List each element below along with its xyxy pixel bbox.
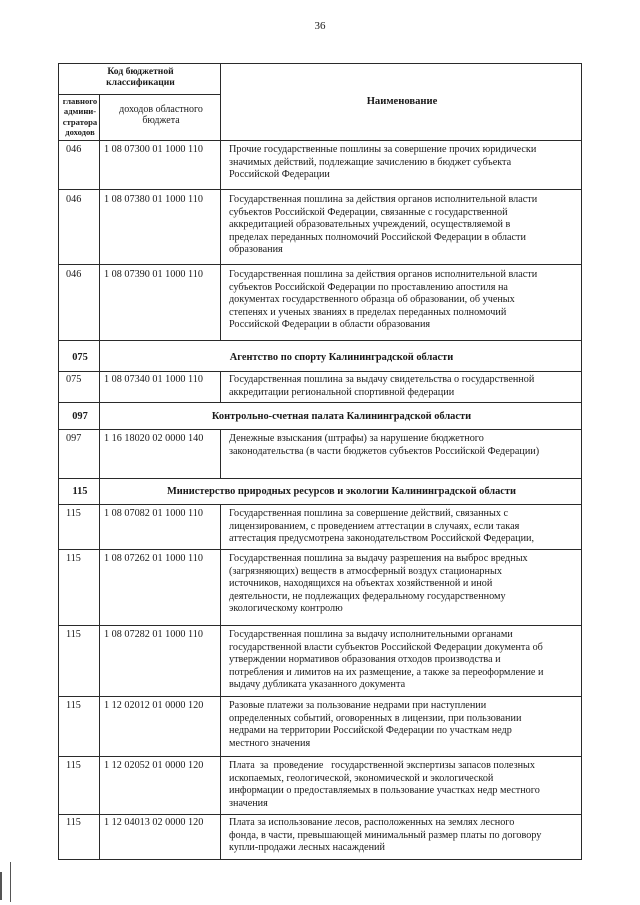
row-name: Плата за использование лесов, расположенных на землях лесного фонда, в части, превышающей минимальный размер платы по договору купли-продажи лесных насаждений	[229, 817, 542, 854]
section-admin-code: 097	[72, 411, 88, 422]
row-admin-code: 046	[66, 269, 82, 280]
row-name: Денежные взыскания (штрафы) за нарушение бюджетного законодательства (в части бюджетов субъектов Российской Федерации)	[229, 433, 540, 457]
scan-edge-mark	[0, 872, 2, 900]
row-income-code: 1 08 07390 01 1000 110	[104, 269, 203, 280]
row-name: Плата за проведение государственной экспертизы запасов полезных ископаемых, геологической, экономической и экологической информации о предоставляемых в пользование участках недр местного значения	[229, 760, 540, 809]
row-name: Разовые платежи за пользование недрами при наступлении определенных событий, оговоренных в лицензии, при пользовании недрами на территории Российской Федерации по участкам недр местного значения	[229, 700, 522, 749]
header-group-label: Код бюджетной классификации	[106, 66, 175, 88]
row-admin-code: 046	[66, 194, 82, 205]
row-income-code: 1 12 02052 01 0000 120	[104, 760, 204, 771]
row-admin-code: 115	[66, 817, 81, 828]
row-admin-code: 046	[66, 144, 82, 155]
section-title: Агентство по спорту Калининградской области	[229, 352, 454, 363]
row-admin-code: 115	[66, 760, 81, 771]
scan-edge-mark	[10, 862, 11, 902]
row-name: Государственная пошлина за выдачу разрешения на выброс вредных (загрязняющих) веществ в атмосферный воздух стационарных источников, находящихся на объектах хозяйственной и иной деятельности, не подлежащих федеральному государственному экологическому контролю	[229, 553, 528, 615]
row-name: Прочие государственные пошлины за совершение прочих юридически значимых действий, подлежащие зачислению в бюджет субъекта Российской Федерации	[229, 144, 537, 181]
row-name: Государственная пошлина за выдачу свидетельства о государственной аккредитации региональной спортивной федерации	[229, 374, 535, 398]
row-admin-code: 115	[66, 553, 81, 564]
row-name: Государственная пошлина за выдачу исполнительными органами государственной власти субъектов Российской Федерации документа об утверждении нормативов образования отходов производства и потребления и лимитов на их размещение, а также за переоформление и выдачу дубликата указанного документа	[229, 629, 544, 691]
header-admin-label: главного админи- стратора доходов	[62, 96, 98, 138]
row-admin-code: 075	[66, 374, 82, 385]
row-income-code: 1 12 02012 01 0000 120	[104, 700, 204, 711]
row-admin-code: 115	[66, 700, 81, 711]
header-income-label: доходов областного бюджета	[119, 104, 203, 126]
row-income-code: 1 08 07300 01 1000 110	[104, 144, 203, 155]
row-name: Государственная пошлина за совершение действий, связанных с лицензированием, с проведением аттестации в случаях, если такая аттестация предусмотрена законодательством Российской Федерации,	[229, 508, 535, 545]
row-name: Государственная пошлина за действия органов исполнительной власти субъектов Российской Федерации по проставлению апостиля на документах государственного образца об образовании, об ученых степенях и ученых званиях в пределах переданных полномочий Российской Федерации в области образования	[229, 269, 538, 331]
row-admin-code: 115	[66, 629, 81, 640]
section-admin-code: 115	[72, 486, 88, 497]
row-income-code: 1 12 04013 02 0000 120	[104, 817, 204, 828]
header-name-label: Наименование	[366, 96, 438, 107]
section-title: Министерство природных ресурсов и экологии Калининградской области	[166, 486, 517, 497]
page-number: 36	[314, 20, 326, 32]
row-income-code: 1 08 07340 01 1000 110	[104, 374, 203, 385]
row-income-code: 1 16 18020 02 0000 140	[104, 433, 204, 444]
row-admin-code: 097	[66, 433, 82, 444]
row-income-code: 1 08 07380 01 1000 110	[104, 194, 203, 205]
row-income-code: 1 08 07082 01 1000 110	[104, 508, 203, 519]
row-income-code: 1 08 07282 01 1000 110	[104, 629, 203, 640]
section-title: Контрольно-счетная палата Калининградской области	[211, 411, 472, 422]
row-admin-code: 115	[66, 508, 81, 519]
section-admin-code: 075	[72, 352, 88, 363]
row-income-code: 1 08 07262 01 1000 110	[104, 553, 203, 564]
row-name: Государственная пошлина за действия органов исполнительной власти субъектов Российской Федерации, связанные с государственной аккредитацией образовательных учреждений, осуществляемой в пределах переданных полномочий Российской Федерации в области образования	[229, 194, 538, 256]
